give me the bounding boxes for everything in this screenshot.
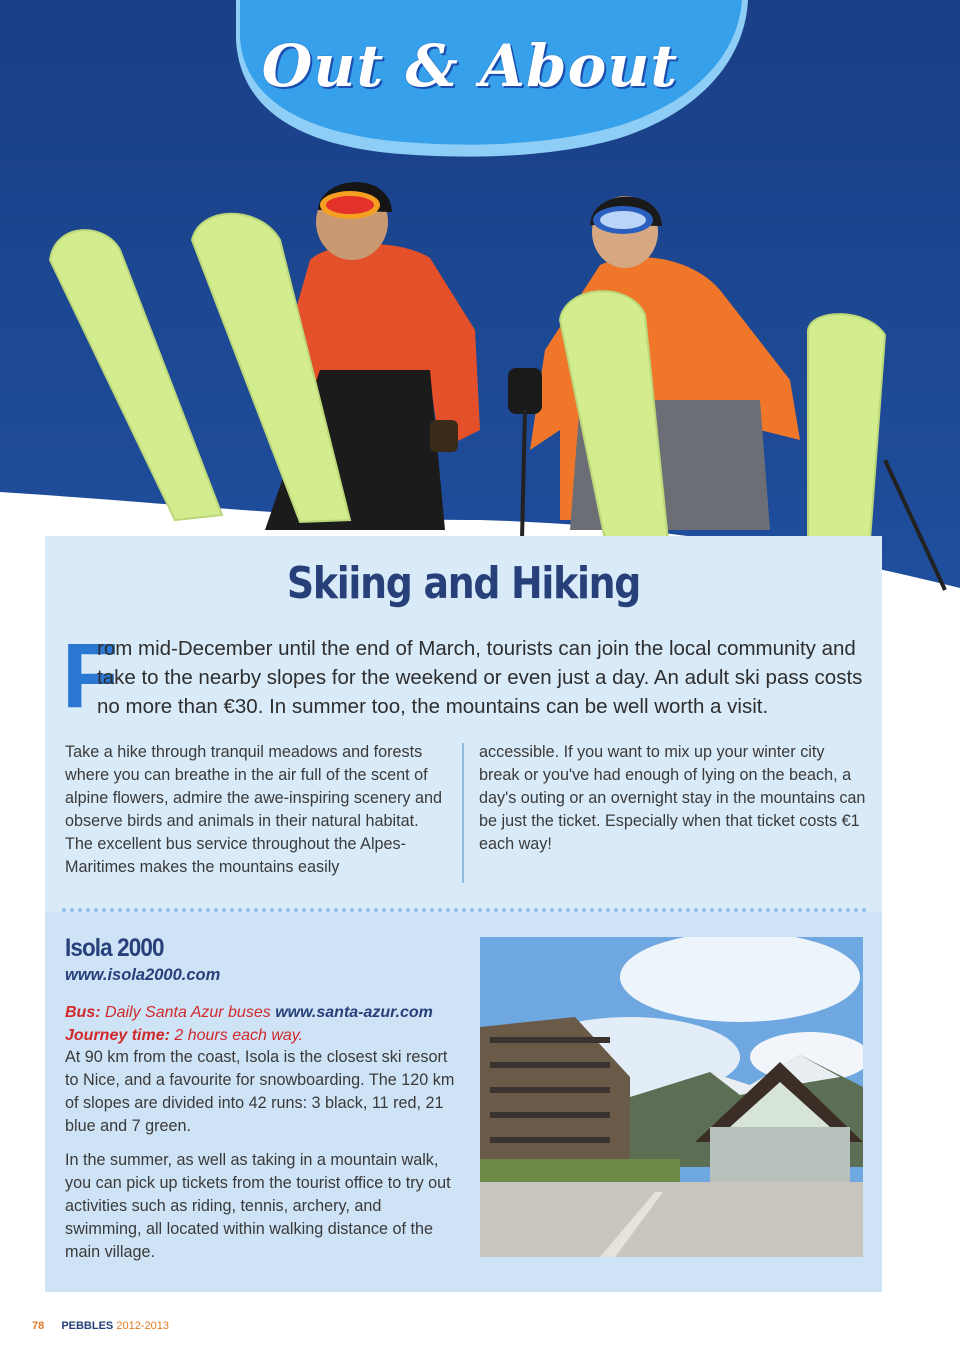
article-column-2: accessible. If you want to mix up your winter city break or you've had enough of lying on the beach, a day's outing or an overnight stay in the mountains can be just the ticket. Especially when that ticket costs €1 each way! [479,743,866,853]
publication-year: 2012-2013 [116,1320,169,1332]
article-box [45,536,882,912]
isola-resort-photo [480,937,863,1257]
hero-photo [0,0,960,620]
bus-info [65,1001,465,1047]
bus-label: Bus: [65,1004,101,1021]
page-footer [32,1320,169,1332]
santa-azur-link[interactable]: www.santa-azur.com [275,1004,433,1021]
article-headline: Skiing and Hiking [286,558,641,609]
isola-paragraph-2: In the summer, as well as taking in a mountain walk, you can pick up tickets from the tourist office to try out activities such as riding, tennis, archery, and swimming, all located within walking distance of the main village. [65,1151,451,1261]
isola-title: Isola 2000 [65,934,164,962]
publication-name: PEBBLES [61,1320,114,1332]
section-banner-title: Out & About [261,32,679,100]
isola-website-link[interactable]: www.isola2000.com [65,966,221,984]
journey-text: 2 hours each way. [174,1027,304,1044]
journey-label: Journey time: [65,1027,170,1044]
article-column-1: Take a hike through tranquil meadows and forests where you can breathe in the air full of the scent of alpine flowers, admire the awe-inspiring scenery and observe birds and animals in their natural habitat. The excellent bus service throughout the Alpes-Maritimes makes the mountains easily [65,743,442,876]
page-number: 78 [32,1320,45,1332]
isola-box [45,912,882,1292]
lead-paragraph: rom mid-December until the end of March, tourists can join the local community and take to the nearby slopes for the weekend or even just a day. An adult ski pass costs no more than €30. In summer too, the mountains can be well worth a visit. [97,637,863,718]
column-divider [462,743,464,883]
bus-text: Daily Santa Azur buses [105,1004,271,1021]
isola-paragraph-1: At 90 km from the coast, Isola is the closest ski resort to Nice, and a favourite for snowboarding. The 120 km of slopes are divided into 42 runs: 3 black, 11 red, 21 blue and 7 green. [65,1048,455,1135]
drop-cap: F [62,625,119,727]
